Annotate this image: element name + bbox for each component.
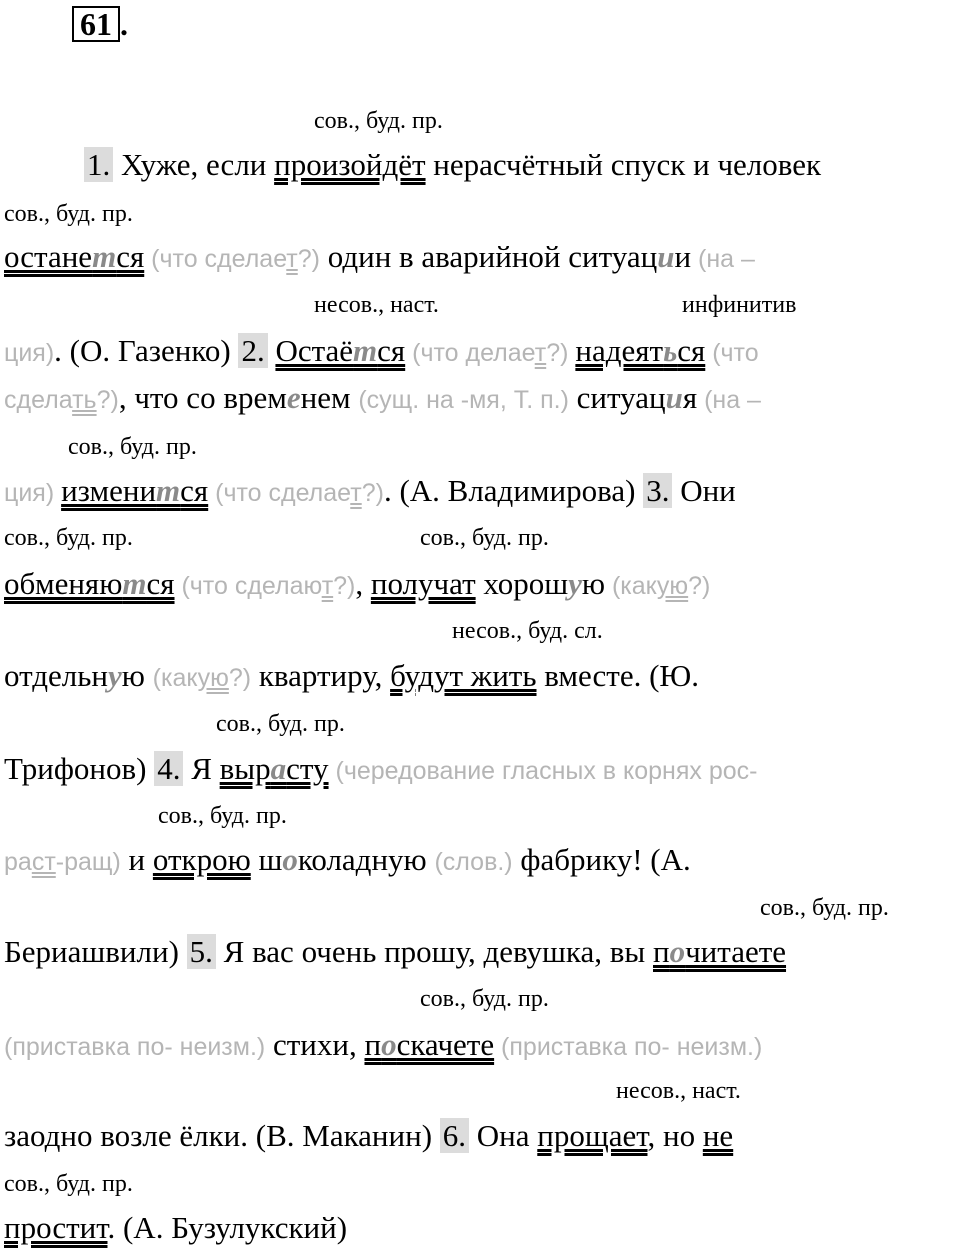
hint: (слов.) [434, 848, 513, 876]
hint: ция) [4, 339, 55, 367]
sentence-number: 6. [440, 1118, 469, 1153]
word-part: п [653, 934, 670, 969]
text: и [674, 239, 692, 274]
text-line-5 [4, 474, 736, 510]
text: квартиру, [251, 658, 391, 693]
text: нем [300, 380, 359, 415]
hint-letter: т [286, 245, 298, 273]
word-part: скачете [396, 1027, 495, 1062]
text: , что со врем [118, 380, 287, 415]
text: ситуац [568, 380, 666, 415]
annotation: сов., буд. пр. [4, 525, 133, 551]
hint: (как [152, 664, 198, 692]
text-line-7 [4, 659, 699, 695]
vowel-highlight: и [665, 380, 683, 415]
predicate [61, 473, 208, 508]
ending-letter: т [156, 473, 181, 508]
hint: (что делае [405, 339, 535, 367]
hint-letter: ую [656, 572, 689, 600]
annotation: сов., буд. пр. [216, 711, 345, 737]
text: Они [672, 473, 736, 508]
annotation: несов., наст. [314, 292, 439, 318]
text-line-2 [4, 240, 755, 276]
prefix-vowel: о [381, 1027, 397, 1062]
word-part: выр [219, 751, 271, 786]
ending-letter: т [92, 239, 117, 274]
text: . (А. Бузулукский) [107, 1210, 348, 1245]
text: ю [121, 658, 153, 693]
word-part: Остаё [275, 333, 354, 368]
sentence-number: 2. [238, 333, 267, 368]
text: заодно возле ёлки. (В. Маканин) [4, 1118, 440, 1153]
text: нерасчётный спуск и человек [425, 147, 822, 182]
word-part: ся [116, 239, 145, 274]
ending-letter: т [122, 566, 147, 601]
annotation: инфинитив [682, 292, 797, 318]
word-part: измени [61, 473, 157, 508]
text-line-1 [84, 148, 821, 182]
text-line-4 [4, 381, 761, 417]
text-line-13 [4, 1211, 347, 1245]
hint: ция) [4, 479, 62, 507]
predicate: открою [152, 842, 251, 877]
text: отдельн [4, 658, 108, 693]
vowel-highlight: о [282, 842, 298, 877]
hint-letter: ть [72, 386, 97, 414]
hint: ?) [96, 386, 119, 414]
text: Я [183, 751, 220, 786]
hint: (что сделае [144, 245, 287, 273]
predicate [364, 1027, 494, 1062]
text: Она [469, 1118, 538, 1153]
annotation: несов., наст. [616, 1078, 741, 1104]
hint-letter: т [321, 572, 334, 600]
text: один в аварийной ситуац [319, 239, 658, 274]
text: Бериашвили) [4, 934, 187, 969]
word-part: сту [286, 751, 329, 786]
text-line-8 [4, 752, 757, 788]
word-part: ся [180, 473, 209, 508]
annotation: сов., буд. пр. [314, 108, 443, 134]
hint: ?) [546, 339, 576, 367]
predicate: получат [370, 566, 476, 601]
word-part: ся [677, 333, 706, 368]
predicate [4, 566, 175, 601]
root-vowel: а [270, 751, 287, 786]
word-part: читаете [685, 934, 787, 969]
hint-letter: ст [31, 848, 56, 876]
text-line-10 [4, 935, 786, 969]
text: стихи, [265, 1027, 365, 1062]
hint-letter: т [350, 479, 362, 507]
hint: (что [705, 339, 759, 367]
hint: (приставка по- неизм.) [494, 1033, 763, 1061]
annotation: сов., буд. пр. [4, 1171, 133, 1197]
annotation: сов., буд. пр. [760, 895, 889, 921]
prefix-vowel: о [669, 934, 686, 969]
text: хорош [475, 566, 569, 601]
text: фабрику! (А. [512, 842, 691, 877]
hint: (сущ. на -мя, Т. п.) [358, 386, 569, 414]
text: ю [581, 566, 606, 601]
hint: (приставка по- неизм.) [4, 1033, 266, 1061]
predicate: произойдёт [274, 147, 426, 182]
text: . (О. Газенко) [54, 333, 239, 368]
word-part: п [364, 1027, 382, 1062]
predicate: не [702, 1118, 734, 1153]
exercise-number-dot: . [120, 6, 128, 42]
text: коладную [297, 842, 435, 877]
hint: (на – [691, 245, 755, 273]
vowel-highlight: и [657, 239, 675, 274]
hint: ?) [361, 479, 384, 507]
annotation: сов., буд. пр. [420, 986, 549, 1012]
sentence-number: 3. [643, 473, 672, 508]
text-line-9 [4, 843, 691, 879]
sentence-number: 4. [154, 751, 183, 786]
exercise-number-box: 61 [72, 6, 120, 42]
hint: (что сделаю [174, 572, 322, 600]
text: вместе. (Ю. [536, 658, 700, 693]
hint: (чередование гласных в корнях рос- [328, 757, 758, 785]
predicate [653, 934, 786, 969]
text: Трифонов) [4, 751, 155, 786]
ending-letter: т [353, 333, 378, 368]
hint: ?) [228, 664, 252, 692]
annotation: несов., буд. сл. [452, 618, 603, 644]
vowel-highlight: у [568, 566, 582, 601]
annotation: сов., буд. пр. [420, 525, 549, 551]
predicate [4, 239, 144, 274]
hint: (как [605, 572, 657, 600]
hint: (на – [697, 386, 761, 414]
predicate: будут жить [390, 658, 537, 693]
vowel-highlight: у [107, 658, 122, 693]
text-line-11 [4, 1028, 762, 1064]
sentence-number: 1. [84, 147, 113, 182]
hint: ?) [297, 245, 320, 273]
predicate [275, 333, 405, 368]
infinitive [575, 333, 705, 368]
annotation: сов., буд. пр. [68, 434, 197, 460]
hint-letter: ую [197, 664, 229, 692]
word-part: ся [146, 566, 175, 601]
text: Хуже, если [113, 147, 275, 182]
text-line-6 [4, 567, 710, 603]
sentence-number: 5. [187, 934, 216, 969]
text: , [355, 566, 371, 601]
text-line-12 [4, 1119, 733, 1153]
text: . (А. Владимирова) [383, 473, 644, 508]
word-part: ся [377, 333, 406, 368]
hint: ?) [333, 572, 356, 600]
exercise-number [72, 6, 128, 42]
predicate: простит [4, 1210, 108, 1245]
vowel-highlight: е [286, 380, 301, 415]
predicate: прощает [537, 1118, 648, 1153]
text: , но [647, 1118, 703, 1153]
text-line-3 [4, 334, 759, 370]
text: ш [250, 842, 283, 877]
hint-letter: т [534, 339, 547, 367]
soft-sign: ь [663, 333, 678, 368]
word-part: надеят [575, 333, 664, 368]
hint: (что сделае [208, 479, 351, 507]
hint: -ращ) [55, 848, 121, 876]
word-part: обменяю [4, 566, 123, 601]
predicate [220, 751, 329, 786]
text: Я вас очень прошу, девушка, вы [215, 934, 653, 969]
text: я [682, 380, 698, 415]
hint: сдела [4, 386, 73, 414]
hint: ра [4, 848, 32, 876]
text: и [120, 842, 153, 877]
annotation: сов., буд. пр. [4, 201, 133, 227]
annotation: сов., буд. пр. [158, 803, 287, 829]
word-part: остане [4, 239, 93, 274]
hint: ?) [688, 572, 711, 600]
